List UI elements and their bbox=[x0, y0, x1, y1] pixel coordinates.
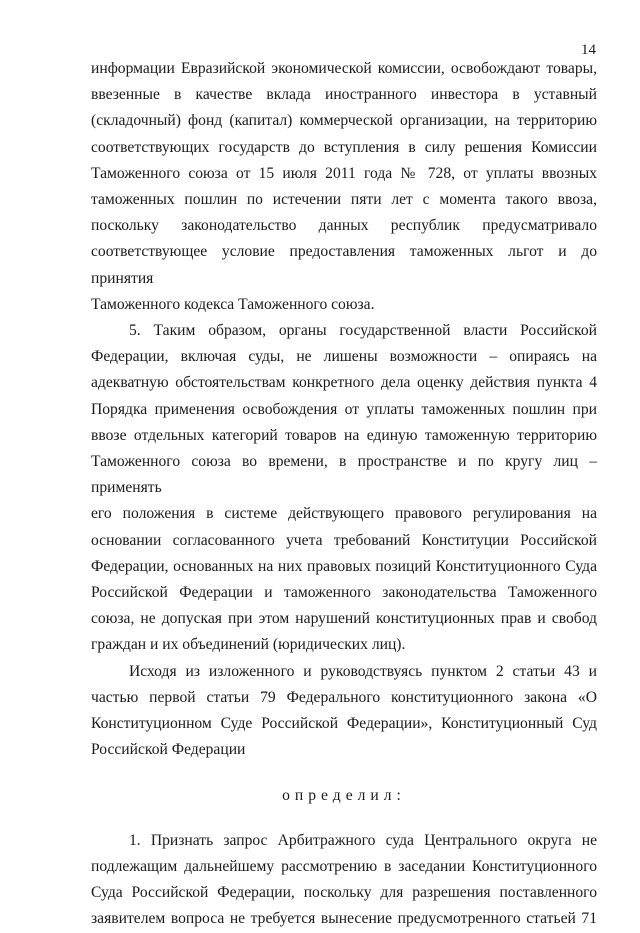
text-line: Российской Федерации bbox=[91, 741, 246, 759]
text-line: основании согласованного учета требований Конституции Российской bbox=[91, 531, 597, 549]
text-line: Конституционном Суде Российской Федерации», Конституционный Суд bbox=[91, 715, 597, 733]
decision-heading: определил: bbox=[282, 787, 406, 805]
document-body bbox=[91, 56, 597, 933]
text-line: заявителем вопроса не требуется вынесение предусмотренного статьей 71 bbox=[91, 910, 597, 928]
text-line: таможенных пошлин по истечении пяти лет с момента такого ввоза, bbox=[91, 191, 597, 209]
text-line: Суда Российской Федерации, поскольку для разрешения поставленного bbox=[91, 884, 597, 902]
text-line: информации Евразийской экономической комиссии, освобождают товары, bbox=[91, 60, 597, 77]
text-line: граждан и их объединений (юридических лиц). bbox=[91, 636, 406, 654]
paragraph-continuation bbox=[91, 56, 597, 318]
text-line: Таможенного союза во времени, в пространстве и по кругу лиц – применять bbox=[91, 453, 597, 497]
text-line: соответствующее условие предоставления таможенных льгот и до принятия bbox=[91, 243, 597, 287]
text-line: (складочный) фонд (капитал) коммерческой организации, на территорию bbox=[91, 112, 597, 130]
page-number: 14 bbox=[581, 42, 596, 58]
text-line: 5. Таким образом, органы государственной власти Российской bbox=[129, 322, 597, 340]
text-line: его положения в системе действующего правового регулирования на bbox=[91, 505, 597, 523]
text-line: Федерации, основанных на них правовых позиций Конституционного Суда bbox=[91, 557, 597, 575]
text-line: соответствующих государств до вступления в силу решения Комиссии bbox=[91, 138, 597, 156]
text-line: ввозе отдельных категорий товаров на единую таможенную территорию bbox=[91, 426, 597, 444]
text-line: 1. Признать запрос Арбитражного суда Центрального округа не bbox=[129, 831, 597, 849]
text-line: союза, не допуская при этом нарушений конституционных прав и свобод bbox=[91, 610, 597, 628]
text-line: подлежащим дальнейшему рассмотрению в заседании Конституционного bbox=[91, 857, 597, 875]
text-line: Федерации, включая суды, не лишены возможности – опираясь на bbox=[91, 348, 597, 366]
paragraph-resolution-1 bbox=[91, 828, 597, 933]
paragraph-item-5 bbox=[91, 318, 597, 659]
text-line: Таможенного кодекса Таможенного союза. bbox=[91, 295, 375, 313]
text-line: поскольку законодательство данных республик предусматривало bbox=[91, 217, 597, 235]
paragraph-preamble bbox=[91, 659, 597, 764]
text-line: частью первой статьи 79 Федерального конституционного закона «О bbox=[91, 688, 597, 706]
text-line: Порядка применения освобождения от уплаты таможенных пошлин при bbox=[91, 400, 597, 418]
text-line: адекватную обстоятельствам конкретного дела оценку действия пункта 4 bbox=[91, 374, 597, 392]
text-line: Исходя из изложенного и руководствуясь пунктом 2 статьи 43 и bbox=[129, 662, 597, 680]
text-line: Таможенного союза от 15 июля 2011 года № 728, от уплаты ввозных bbox=[91, 164, 597, 182]
text-line: ввезенные в качестве вклада иностранного инвестора в уставный bbox=[91, 86, 597, 104]
text-line: Российской Федерации и таможенного законодательства Таможенного bbox=[91, 584, 597, 602]
